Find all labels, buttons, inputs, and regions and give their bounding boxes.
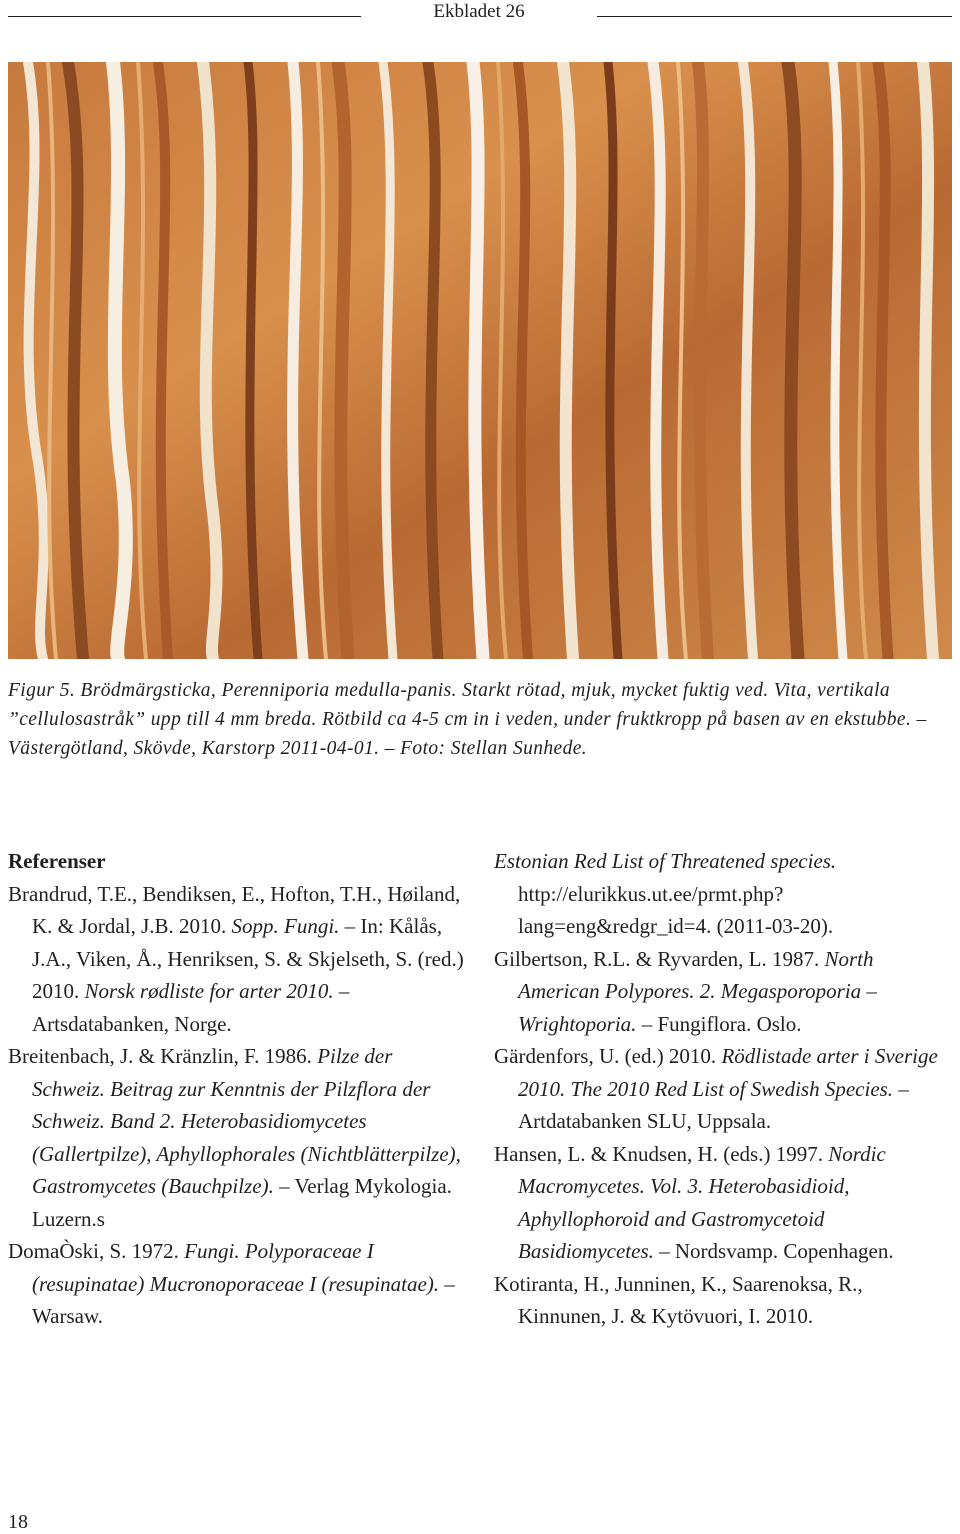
reference-entry: Kotiranta, H., Junninen, K., Saarenoksa, R., Kinnunen, J. & Kytövuori, I. 2010. bbox=[494, 1271, 863, 1328]
references-column-left bbox=[8, 845, 470, 1333]
wood-decay-photo bbox=[8, 62, 952, 659]
header-rule-right bbox=[597, 16, 952, 17]
reference-entry: Estonian Red List of Threatened species. http://elurikkus.ut.ee/prmt.php?lang=eng&redgr_id=4. (2011-03-20). bbox=[494, 849, 837, 938]
reference-entry: Brandrud, T.E., Bendiksen, E., Hofton, T.H., Høiland, K. & Jordal, J.B. 2010. Sopp. Fungi. – In: Kålås, J.A., Viken, Å., Henriksen, S. & Skjelseth, S. (red.) 2010. Norsk rødliste for arter 2010. – Artsdatabanken, Norge. bbox=[8, 881, 464, 1036]
reference-entry: Gärdenfors, U. (ed.) 2010. Rödlistade arter i Sverige 2010. The 2010 Red List of Swedish Species. – Artdatabanken SLU, Uppsala. bbox=[494, 1044, 938, 1133]
reference-entry: DomaÒski, S. 1972. Fungi. Polyporaceae I (resupinatae) Mucronoporaceae I (resupinatae). – Warsaw. bbox=[8, 1239, 455, 1328]
reference-entry: Breitenbach, J. & Kränzlin, F. 1986. Pilze der Schweiz. Beitrag zur Kenntnis der Pilzflora der Schweiz. Band 2. Heterobasidiomycetes (Gallertpilze), Aphyllophorales (Nichtblätterpilze), Gastromycetes (Bauchpilze). – Verlag Mykologia. Luzern.s bbox=[8, 1044, 461, 1231]
reference-entry: Gilbertson, R.L. & Ryvarden, L. 1987. North American Polypores. 2. Megasporoporia – Wrightoporia. – Fungiflora. Oslo. bbox=[494, 946, 877, 1036]
references-heading: Referenser bbox=[8, 849, 106, 873]
page-number: 18 bbox=[8, 1511, 28, 1533]
running-header: Ekbladet 26 bbox=[433, 1, 525, 22]
header-rule-left bbox=[8, 16, 361, 17]
photo-image bbox=[8, 62, 952, 659]
references-column-right bbox=[494, 845, 952, 1333]
figure-caption: Figur 5. Brödmärgsticka, Perenniporia medulla-panis. Starkt rötad, mjuk, mycket fuktig ved. Vita, vertikala ”cellulosastråk” upp till 4 mm breda. Rötbild ca 4-5 cm in i veden, under fruktkropp på basen av en ekstubbe. – Västergötland, Skövde, Karstorp 2011-04-01. – Foto: Stellan Sunhede. bbox=[8, 680, 927, 759]
reference-entry: Hansen, L. & Knudsen, H. (eds.) 1997. Nordic Macromycetes. Vol. 3. Heterobasidioid, Aphyllophoroid and Gastromycetoid Basidiomycetes. – Nordsvamp. Copenhagen. bbox=[494, 1141, 894, 1263]
